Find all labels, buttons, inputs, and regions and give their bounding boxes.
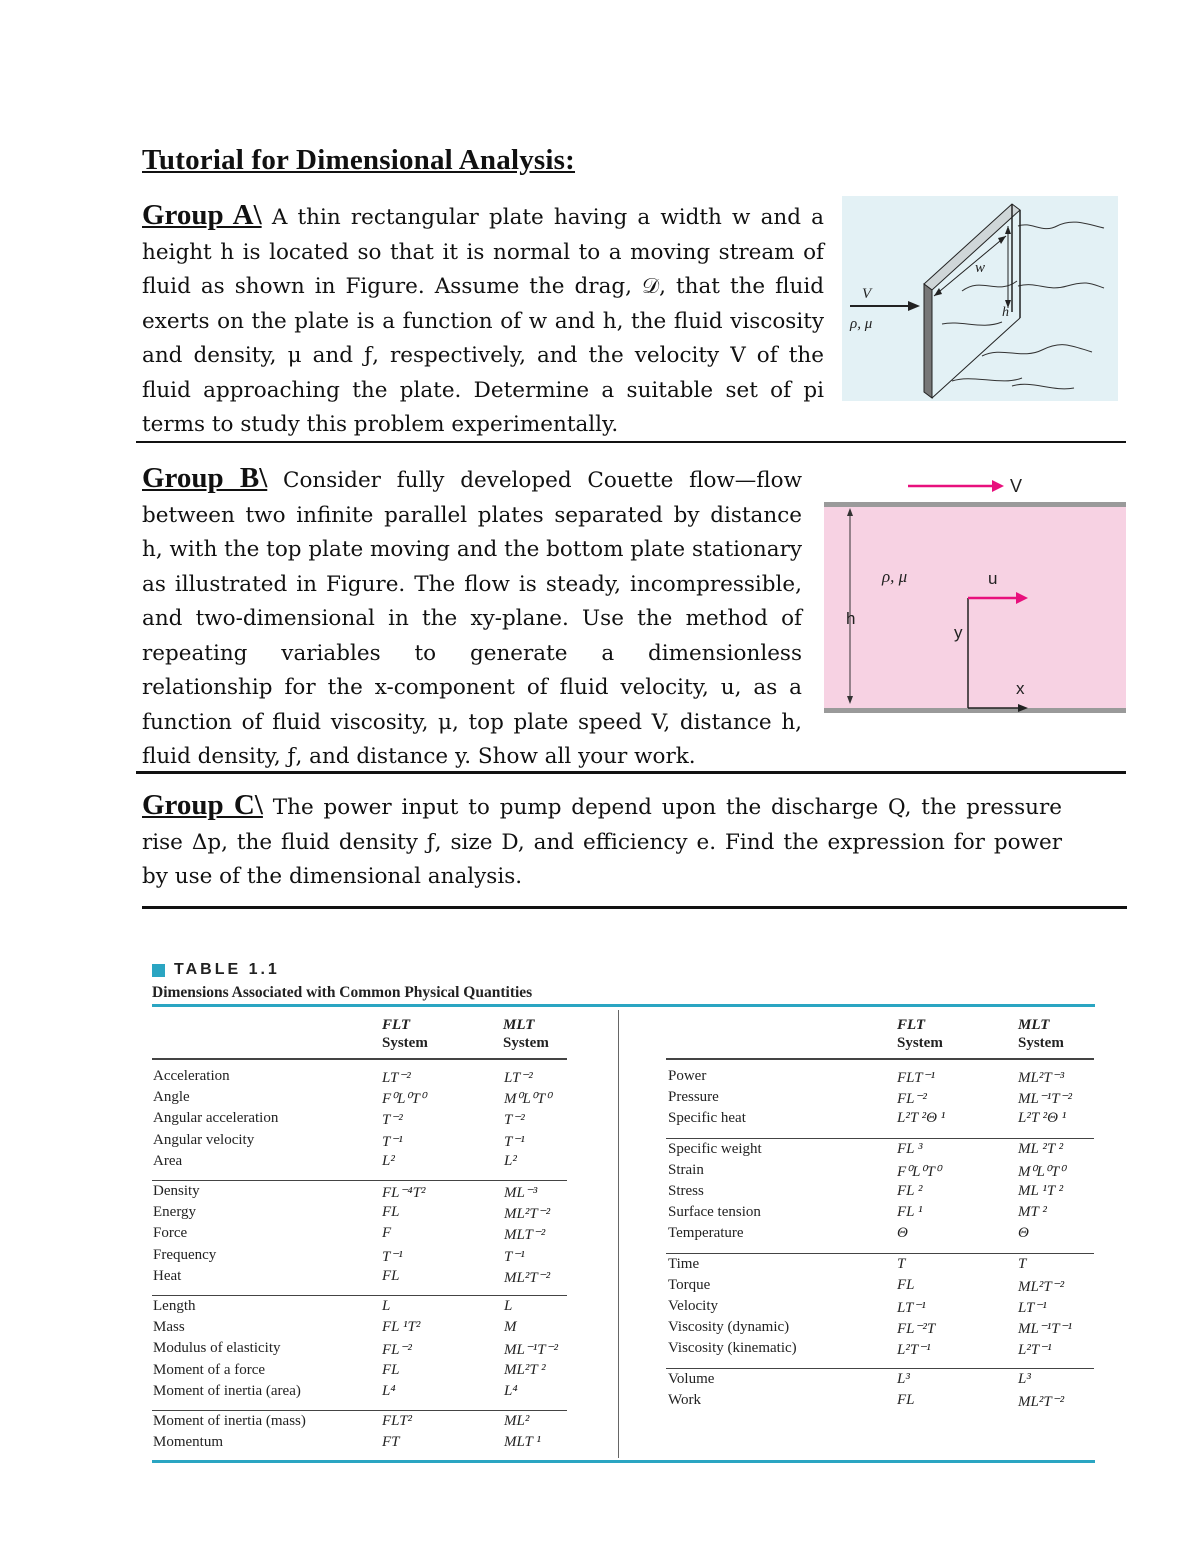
left-quantity-name: Frequency xyxy=(153,1246,217,1263)
left-quantity-name: Density xyxy=(153,1183,200,1199)
left-mlt-dimension: MLT ¹ xyxy=(504,1434,541,1451)
left-flt-dimension: T⁻² xyxy=(382,1112,403,1129)
left-flt-dimension: FL xyxy=(382,1267,400,1284)
group-b-section xyxy=(142,461,802,775)
h-label: h xyxy=(1002,305,1009,320)
table-divider xyxy=(618,1010,619,1458)
right-flt-dimension: L²T ²Θ ¹ xyxy=(897,1110,946,1127)
couette-u-label: u xyxy=(988,569,998,588)
group-c-label: Group C\ xyxy=(142,789,263,821)
right-quantity-name: Volume xyxy=(668,1370,715,1387)
left-flt-system: System xyxy=(382,1035,428,1051)
right-flt-dimension: FL⁻²T xyxy=(897,1321,936,1338)
right-mlt-dimension: ML ¹T ² xyxy=(1018,1183,1064,1199)
couette-y-label: y xyxy=(954,623,963,642)
left-flt-dimension: FL⁻⁴T² xyxy=(382,1185,426,1201)
table-caption: TABLE 1.1 xyxy=(174,961,280,978)
right-mlt-dimension: ML²T⁻² xyxy=(1018,1278,1065,1295)
left-mlt-dimension: M xyxy=(504,1319,517,1336)
right-mlt-dimension: L²T ²Θ ¹ xyxy=(1018,1110,1067,1127)
left-mlt-dimension: LT⁻² xyxy=(504,1070,533,1086)
left-mlt-header xyxy=(503,1016,549,1052)
right-mlt-dimension: T xyxy=(1018,1255,1027,1272)
left-mlt-dimension: T⁻¹ xyxy=(504,1248,525,1265)
right-flt-dimension: FLT⁻¹ xyxy=(897,1070,935,1086)
right-mlt-dimension: L³ xyxy=(1018,1370,1031,1387)
right-flt-dimension: FL ¹ xyxy=(897,1204,923,1221)
left-flt-dimension: F⁰L⁰T⁰ xyxy=(382,1091,426,1108)
left-quantity-name: Angle xyxy=(153,1089,190,1106)
right-header-rule xyxy=(666,1058,1094,1060)
right-group-rule xyxy=(666,1368,1094,1369)
right-quantity-name: Viscosity (kinematic) xyxy=(668,1340,797,1357)
right-quantity-name: Torque xyxy=(668,1276,711,1293)
right-quantity-name: Work xyxy=(668,1391,701,1408)
right-mlt-header xyxy=(1018,1016,1064,1052)
right-quantity-name: Strain xyxy=(668,1161,704,1178)
table-marker-icon xyxy=(152,964,165,977)
left-quantity-name: Moment of a force xyxy=(153,1361,266,1378)
left-group-rule xyxy=(152,1295,567,1296)
right-quantity-name: Stress xyxy=(668,1183,704,1199)
separator-a xyxy=(136,441,1126,443)
left-group-rule xyxy=(152,1410,567,1411)
right-flt-dimension: L²T⁻¹ xyxy=(897,1342,931,1359)
left-quantity-name: Heat xyxy=(153,1267,182,1284)
left-quantity-name: Angular velocity xyxy=(153,1131,255,1148)
right-flt-dimension: T xyxy=(897,1255,906,1272)
figure-couette-flow xyxy=(824,462,1126,727)
right-quantity-name: Temperature xyxy=(668,1225,744,1242)
left-mlt-title: MLT xyxy=(503,1017,535,1033)
left-quantity-name: Force xyxy=(153,1225,188,1242)
group-c-text: The power input to pump depend upon the discharge Q, the pressure rise Δp, the fluid density ƒ, size D, and efficiency e. Find the expression for power by use of the dimensional analysis. xyxy=(142,795,1062,889)
left-mlt-system: System xyxy=(503,1035,549,1051)
props-label: ρ, μ xyxy=(850,316,873,332)
left-flt-dimension: FL ¹T² xyxy=(382,1319,421,1336)
right-flt-dimension: Θ xyxy=(897,1225,908,1242)
right-quantity-name: Time xyxy=(668,1255,700,1272)
group-a-section xyxy=(142,198,824,443)
right-flt-dimension: FL ³ xyxy=(897,1140,923,1157)
group-a-label: Group A\ xyxy=(142,199,262,231)
right-mlt-title: MLT xyxy=(1018,1017,1050,1033)
left-mlt-dimension: L xyxy=(504,1298,513,1314)
right-mlt-dimension: LT⁻¹ xyxy=(1018,1300,1047,1316)
group-b-label: Group B\ xyxy=(142,462,268,494)
left-flt-dimension: L xyxy=(382,1298,391,1314)
couette-props-label: ρ, μ xyxy=(882,567,908,586)
couette-x-label: x xyxy=(1016,679,1025,698)
right-group-rule xyxy=(666,1253,1094,1254)
couette-v-label: V xyxy=(1010,476,1023,496)
right-quantity-name: Surface tension xyxy=(668,1204,761,1221)
right-mlt-dimension: Θ xyxy=(1018,1225,1029,1242)
figure-plate-drag xyxy=(842,196,1118,401)
left-flt-title: FLT xyxy=(382,1017,411,1033)
right-flt-dimension: F⁰L⁰T⁰ xyxy=(897,1163,941,1180)
page-title: Tutorial for Dimensional Analysis: xyxy=(142,144,576,176)
couette-diagram xyxy=(824,462,1126,727)
right-quantity-name: Specific heat xyxy=(668,1110,746,1127)
left-mlt-dimension: M⁰L⁰T⁰ xyxy=(504,1091,552,1108)
right-flt-dimension: FL⁻² xyxy=(897,1091,927,1108)
left-flt-dimension: T⁻¹ xyxy=(382,1248,403,1265)
left-mlt-dimension: T⁻¹ xyxy=(504,1133,525,1150)
right-mlt-dimension: ML⁻¹T⁻¹ xyxy=(1018,1321,1073,1338)
left-quantity-name: Energy xyxy=(153,1204,197,1221)
right-mlt-dimension: ML²T⁻³ xyxy=(1018,1070,1065,1086)
left-flt-dimension: FL xyxy=(382,1361,400,1378)
right-quantity-name: Velocity xyxy=(668,1298,718,1314)
right-flt-system: System xyxy=(897,1035,943,1051)
w-label: w xyxy=(975,260,986,276)
left-quantity-name: Mass xyxy=(153,1319,185,1336)
right-mlt-system: System xyxy=(1018,1035,1064,1051)
right-mlt-dimension: ML ²T ² xyxy=(1018,1140,1064,1157)
left-flt-dimension: T⁻¹ xyxy=(382,1133,403,1150)
right-flt-title: FLT xyxy=(897,1017,926,1033)
table-subtitle: Dimensions Associated with Common Physical Quantities xyxy=(152,984,533,1001)
left-flt-dimension: LT⁻² xyxy=(382,1070,411,1086)
left-mlt-dimension: ML² xyxy=(504,1413,530,1429)
left-quantity-name: Moment of inertia (mass) xyxy=(153,1413,306,1429)
right-quantity-name: Pressure xyxy=(668,1089,719,1106)
couette-h-label: h xyxy=(846,609,856,628)
left-mlt-dimension: L⁴ xyxy=(504,1382,518,1399)
separator-c xyxy=(142,906,1127,909)
right-mlt-dimension: MT ² xyxy=(1018,1204,1047,1221)
table-bottom-rule xyxy=(152,1460,1095,1463)
left-flt-dimension: FL xyxy=(382,1204,400,1221)
right-quantity-name: Viscosity (dynamic) xyxy=(668,1319,790,1336)
left-flt-dimension: L² xyxy=(382,1152,395,1169)
left-mlt-dimension: L² xyxy=(504,1152,517,1169)
right-mlt-dimension: ML²T⁻² xyxy=(1018,1393,1065,1410)
right-flt-dimension: FL xyxy=(897,1391,915,1408)
right-mlt-dimension: L²T⁻¹ xyxy=(1018,1342,1052,1359)
separator-b xyxy=(136,771,1126,774)
left-flt-dimension: FT xyxy=(382,1434,400,1451)
left-flt-dimension: FLT² xyxy=(382,1413,413,1429)
plate-drag-diagram xyxy=(842,196,1118,401)
left-mlt-dimension: ML⁻¹T⁻² xyxy=(504,1342,559,1359)
left-group-rule xyxy=(152,1180,567,1181)
right-quantity-name: Power xyxy=(668,1068,707,1084)
left-flt-dimension: F xyxy=(382,1225,392,1242)
left-quantity-name: Angular acceleration xyxy=(153,1110,279,1127)
right-flt-dimension: FL ² xyxy=(897,1183,923,1199)
left-flt-dimension: FL⁻² xyxy=(382,1342,412,1359)
table-top-rule xyxy=(152,1004,1095,1007)
left-mlt-dimension: ML²T⁻² xyxy=(504,1269,551,1286)
left-quantity-name: Moment of inertia (area) xyxy=(153,1382,301,1399)
group-c-section xyxy=(142,788,1062,895)
right-group-rule xyxy=(666,1138,1094,1139)
group-a-text: A thin rectangular plate having a width w and a height h is located so that it is normal to a moving stream of fluid as shown in Figure. Assume the drag, 𝒟, that the fluid exerts on the plate is a function of w and h, the fluid viscosity and density, μ and ƒ, respectively, and the velocity V of the fluid approaching the plate. Determine a suitable set of pi terms to study this problem experimentally. xyxy=(142,205,825,437)
v-label: V xyxy=(862,286,872,302)
right-flt-dimension: L³ xyxy=(897,1370,910,1387)
left-flt-header xyxy=(382,1016,428,1052)
left-flt-dimension: L⁴ xyxy=(382,1382,396,1399)
left-quantity-name: Modulus of elasticity xyxy=(153,1340,281,1357)
right-flt-dimension: LT⁻¹ xyxy=(897,1300,926,1316)
left-quantity-name: Acceleration xyxy=(153,1068,230,1084)
left-quantity-name: Length xyxy=(153,1298,196,1314)
right-mlt-dimension: ML⁻¹T⁻² xyxy=(1018,1091,1073,1108)
left-mlt-dimension: ML²T⁻² xyxy=(504,1206,551,1223)
group-b-text: Consider fully developed Couette flow—flow between two infinite parallel plates separated by distance h, with the top plate moving and the bottom plate stationary as illustrated in Figure. The flow is steady, incompressible, and two-dimensional in the xy-plane. Use the method of repeating variables to generate a dimensionless relationship for the x-component of fluid velocity, u, as a function of fluid viscosity, μ, top plate speed V, distance h, fluid density, ƒ, and distance y. Show all your work. xyxy=(142,468,802,769)
left-mlt-dimension: ML⁻³ xyxy=(504,1185,538,1201)
right-quantity-name: Specific weight xyxy=(668,1140,762,1157)
left-mlt-dimension: T⁻² xyxy=(504,1112,525,1129)
right-flt-header xyxy=(897,1016,943,1052)
left-quantity-name: Momentum xyxy=(153,1434,223,1451)
right-flt-dimension: FL xyxy=(897,1276,915,1293)
left-mlt-dimension: ML²T ² xyxy=(504,1361,546,1378)
left-mlt-dimension: MLT⁻² xyxy=(504,1227,546,1244)
right-mlt-dimension: M⁰L⁰T⁰ xyxy=(1018,1163,1066,1180)
left-quantity-name: Area xyxy=(153,1152,183,1169)
left-header-rule xyxy=(152,1058,567,1060)
